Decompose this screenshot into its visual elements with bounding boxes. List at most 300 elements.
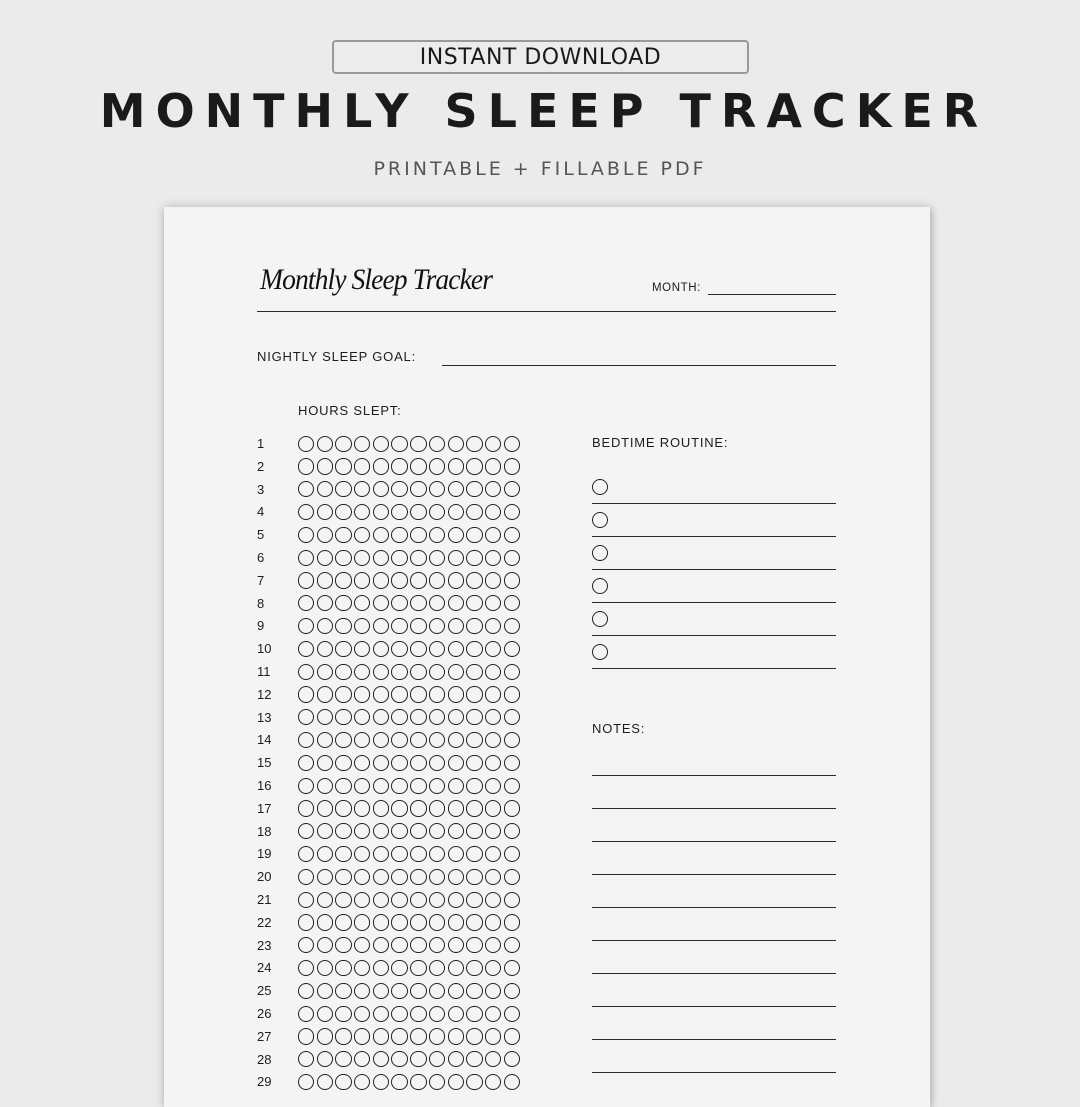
hour-circle[interactable] [504, 732, 520, 748]
notes-line[interactable] [592, 940, 836, 941]
hour-circle[interactable] [298, 869, 314, 885]
hour-circle[interactable] [410, 1074, 426, 1090]
hour-circle[interactable] [429, 800, 445, 816]
hour-circle[interactable] [354, 504, 370, 520]
hour-circle[interactable] [410, 504, 426, 520]
hour-circle[interactable] [373, 436, 389, 452]
hour-circle[interactable] [298, 983, 314, 999]
hour-circle[interactable] [391, 436, 407, 452]
hour-circle[interactable] [298, 709, 314, 725]
hour-circle[interactable] [466, 686, 482, 702]
hour-circle[interactable] [429, 664, 445, 680]
hour-circle[interactable] [391, 755, 407, 771]
hour-circle[interactable] [504, 458, 520, 474]
hour-circle[interactable] [354, 960, 370, 976]
hour-circle[interactable] [485, 1028, 501, 1044]
hour-circle[interactable] [504, 504, 520, 520]
hour-circle[interactable] [485, 960, 501, 976]
hour-circle[interactable] [298, 527, 314, 543]
hour-circle[interactable] [391, 618, 407, 634]
hour-circle[interactable] [354, 641, 370, 657]
hour-circle[interactable] [391, 1074, 407, 1090]
hour-circle[interactable] [485, 1074, 501, 1090]
hour-circle[interactable] [354, 892, 370, 908]
hour-circle[interactable] [335, 550, 351, 566]
hour-circle[interactable] [391, 732, 407, 748]
sleep-goal-field[interactable] [442, 365, 836, 366]
hour-circle[interactable] [354, 481, 370, 497]
hour-circle[interactable] [485, 732, 501, 748]
hour-circle[interactable] [354, 1051, 370, 1067]
hour-circle[interactable] [448, 755, 464, 771]
hour-circle[interactable] [429, 983, 445, 999]
hour-circle[interactable] [429, 1074, 445, 1090]
hour-circle[interactable] [354, 1028, 370, 1044]
hour-circle[interactable] [410, 869, 426, 885]
hour-circle[interactable] [391, 960, 407, 976]
hour-circle[interactable] [391, 1028, 407, 1044]
hour-circle[interactable] [410, 572, 426, 588]
hour-circle[interactable] [466, 436, 482, 452]
hour-circle[interactable] [354, 823, 370, 839]
hour-circle[interactable] [354, 1074, 370, 1090]
hour-circle[interactable] [317, 504, 333, 520]
hour-circle[interactable] [317, 983, 333, 999]
hour-circle[interactable] [354, 664, 370, 680]
hour-circle[interactable] [504, 755, 520, 771]
hour-circle[interactable] [448, 914, 464, 930]
hour-circle[interactable] [429, 458, 445, 474]
hour-circle[interactable] [504, 960, 520, 976]
hour-circle[interactable] [354, 732, 370, 748]
hour-circle[interactable] [410, 960, 426, 976]
hour-circle[interactable] [504, 709, 520, 725]
hour-circle[interactable] [448, 458, 464, 474]
hour-circle[interactable] [448, 960, 464, 976]
notes-line[interactable] [592, 907, 836, 908]
notes-line[interactable] [592, 874, 836, 875]
hour-circle[interactable] [429, 823, 445, 839]
hour-circle[interactable] [466, 1051, 482, 1067]
hour-circle[interactable] [485, 436, 501, 452]
hour-circle[interactable] [335, 732, 351, 748]
hour-circle[interactable] [448, 983, 464, 999]
hour-circle[interactable] [466, 572, 482, 588]
hour-circle[interactable] [448, 618, 464, 634]
hour-circle[interactable] [354, 527, 370, 543]
hour-circle[interactable] [448, 823, 464, 839]
hour-circle[interactable] [298, 1051, 314, 1067]
hour-circle[interactable] [317, 436, 333, 452]
hour-circle[interactable] [485, 641, 501, 657]
hour-circle[interactable] [317, 778, 333, 794]
hour-circle[interactable] [448, 595, 464, 611]
hour-circle[interactable] [429, 846, 445, 862]
hour-circle[interactable] [466, 960, 482, 976]
hour-circle[interactable] [504, 641, 520, 657]
hour-circle[interactable] [298, 664, 314, 680]
notes-line[interactable] [592, 775, 836, 776]
hour-circle[interactable] [354, 550, 370, 566]
hour-circle[interactable] [335, 914, 351, 930]
hour-circle[interactable] [317, 686, 333, 702]
hour-circle[interactable] [429, 618, 445, 634]
hour-circle[interactable] [317, 1028, 333, 1044]
hour-circle[interactable] [410, 641, 426, 657]
hour-circle[interactable] [373, 846, 389, 862]
hour-circle[interactable] [448, 527, 464, 543]
hour-circle[interactable] [410, 823, 426, 839]
hour-circle[interactable] [410, 1028, 426, 1044]
hour-circle[interactable] [335, 755, 351, 771]
hour-circle[interactable] [410, 1051, 426, 1067]
hour-circle[interactable] [298, 755, 314, 771]
hour-circle[interactable] [448, 1051, 464, 1067]
hour-circle[interactable] [504, 778, 520, 794]
hour-circle[interactable] [354, 595, 370, 611]
hour-circle[interactable] [335, 937, 351, 953]
notes-line[interactable] [592, 808, 836, 809]
hour-circle[interactable] [317, 732, 333, 748]
hour-circle[interactable] [317, 709, 333, 725]
hour-circle[interactable] [335, 458, 351, 474]
hour-circle[interactable] [466, 504, 482, 520]
hour-circle[interactable] [298, 436, 314, 452]
hour-circle[interactable] [448, 436, 464, 452]
hour-circle[interactable] [410, 481, 426, 497]
hour-circle[interactable] [391, 641, 407, 657]
hour-circle[interactable] [429, 686, 445, 702]
hour-circle[interactable] [410, 800, 426, 816]
hour-circle[interactable] [466, 892, 482, 908]
hour-circle[interactable] [504, 983, 520, 999]
hour-circle[interactable] [354, 618, 370, 634]
hour-circle[interactable] [335, 595, 351, 611]
hour-circle[interactable] [298, 572, 314, 588]
hour-circle[interactable] [410, 778, 426, 794]
hour-circle[interactable] [429, 595, 445, 611]
hour-circle[interactable] [485, 846, 501, 862]
hour-circle[interactable] [485, 914, 501, 930]
hour-circle[interactable] [373, 641, 389, 657]
hour-circle[interactable] [429, 1028, 445, 1044]
hour-circle[interactable] [504, 1074, 520, 1090]
routine-checkbox[interactable] [592, 545, 608, 561]
hour-circle[interactable] [373, 618, 389, 634]
hour-circle[interactable] [429, 755, 445, 771]
hour-circle[interactable] [335, 823, 351, 839]
hour-circle[interactable] [485, 709, 501, 725]
hour-circle[interactable] [298, 458, 314, 474]
hour-circle[interactable] [354, 846, 370, 862]
routine-line[interactable] [592, 602, 836, 603]
hour-circle[interactable] [504, 1006, 520, 1022]
hour-circle[interactable] [354, 914, 370, 930]
hour-circle[interactable] [373, 937, 389, 953]
hour-circle[interactable] [429, 481, 445, 497]
routine-checkbox[interactable] [592, 611, 608, 627]
hour-circle[interactable] [298, 914, 314, 930]
hour-circle[interactable] [466, 481, 482, 497]
hour-circle[interactable] [448, 664, 464, 680]
notes-line[interactable] [592, 1072, 836, 1073]
hour-circle[interactable] [354, 1006, 370, 1022]
hour-circle[interactable] [335, 1051, 351, 1067]
hour-circle[interactable] [317, 664, 333, 680]
hour-circle[interactable] [504, 527, 520, 543]
hour-circle[interactable] [391, 458, 407, 474]
hour-circle[interactable] [373, 1074, 389, 1090]
hour-circle[interactable] [410, 527, 426, 543]
hour-circle[interactable] [410, 755, 426, 771]
routine-checkbox[interactable] [592, 512, 608, 528]
hour-circle[interactable] [504, 869, 520, 885]
hour-circle[interactable] [485, 550, 501, 566]
hour-circle[interactable] [504, 481, 520, 497]
hour-circle[interactable] [504, 823, 520, 839]
month-field[interactable] [708, 294, 836, 295]
hour-circle[interactable] [335, 572, 351, 588]
hour-circle[interactable] [466, 550, 482, 566]
hour-circle[interactable] [485, 823, 501, 839]
hour-circle[interactable] [429, 914, 445, 930]
hour-circle[interactable] [373, 686, 389, 702]
hour-circle[interactable] [391, 504, 407, 520]
hour-circle[interactable] [354, 983, 370, 999]
hour-circle[interactable] [354, 778, 370, 794]
hour-circle[interactable] [354, 686, 370, 702]
hour-circle[interactable] [373, 595, 389, 611]
hour-circle[interactable] [504, 846, 520, 862]
hour-circle[interactable] [317, 1006, 333, 1022]
routine-line[interactable] [592, 569, 836, 570]
hour-circle[interactable] [466, 458, 482, 474]
hour-circle[interactable] [317, 960, 333, 976]
hour-circle[interactable] [354, 755, 370, 771]
hour-circle[interactable] [373, 550, 389, 566]
hour-circle[interactable] [317, 595, 333, 611]
hour-circle[interactable] [504, 892, 520, 908]
hour-circle[interactable] [317, 1074, 333, 1090]
hour-circle[interactable] [373, 983, 389, 999]
hour-circle[interactable] [410, 892, 426, 908]
hour-circle[interactable] [298, 550, 314, 566]
hour-circle[interactable] [298, 778, 314, 794]
hour-circle[interactable] [317, 527, 333, 543]
hour-circle[interactable] [466, 983, 482, 999]
hour-circle[interactable] [298, 1028, 314, 1044]
hour-circle[interactable] [485, 892, 501, 908]
hour-circle[interactable] [298, 892, 314, 908]
hour-circle[interactable] [448, 869, 464, 885]
hour-circle[interactable] [354, 937, 370, 953]
notes-line[interactable] [592, 973, 836, 974]
hour-circle[interactable] [504, 550, 520, 566]
routine-line[interactable] [592, 635, 836, 636]
hour-circle[interactable] [335, 846, 351, 862]
notes-line[interactable] [592, 841, 836, 842]
hour-circle[interactable] [485, 1051, 501, 1067]
hour-circle[interactable] [373, 664, 389, 680]
hour-circle[interactable] [373, 481, 389, 497]
hour-circle[interactable] [410, 458, 426, 474]
hour-circle[interactable] [466, 1028, 482, 1044]
hour-circle[interactable] [448, 641, 464, 657]
hour-circle[interactable] [485, 755, 501, 771]
hour-circle[interactable] [504, 595, 520, 611]
hour-circle[interactable] [448, 550, 464, 566]
hour-circle[interactable] [410, 664, 426, 680]
hour-circle[interactable] [485, 869, 501, 885]
routine-checkbox[interactable] [592, 479, 608, 495]
hour-circle[interactable] [317, 618, 333, 634]
hour-circle[interactable] [429, 1006, 445, 1022]
hour-circle[interactable] [373, 960, 389, 976]
hour-circle[interactable] [448, 732, 464, 748]
hour-circle[interactable] [373, 527, 389, 543]
hour-circle[interactable] [373, 823, 389, 839]
hour-circle[interactable] [504, 618, 520, 634]
hour-circle[interactable] [373, 800, 389, 816]
hour-circle[interactable] [466, 778, 482, 794]
hour-circle[interactable] [335, 481, 351, 497]
hour-circle[interactable] [485, 481, 501, 497]
hour-circle[interactable] [335, 960, 351, 976]
hour-circle[interactable] [466, 732, 482, 748]
hour-circle[interactable] [391, 937, 407, 953]
hour-circle[interactable] [448, 800, 464, 816]
hour-circle[interactable] [373, 572, 389, 588]
hour-circle[interactable] [298, 800, 314, 816]
hour-circle[interactable] [335, 618, 351, 634]
hour-circle[interactable] [466, 709, 482, 725]
hour-circle[interactable] [298, 641, 314, 657]
hour-circle[interactable] [466, 595, 482, 611]
hour-circle[interactable] [335, 869, 351, 885]
hour-circle[interactable] [391, 527, 407, 543]
hour-circle[interactable] [373, 914, 389, 930]
hour-circle[interactable] [317, 892, 333, 908]
hour-circle[interactable] [373, 892, 389, 908]
hour-circle[interactable] [429, 504, 445, 520]
hour-circle[interactable] [317, 572, 333, 588]
hour-circle[interactable] [298, 823, 314, 839]
hour-circle[interactable] [504, 1028, 520, 1044]
hour-circle[interactable] [354, 572, 370, 588]
hour-circle[interactable] [485, 664, 501, 680]
hour-circle[interactable] [466, 1006, 482, 1022]
hour-circle[interactable] [317, 823, 333, 839]
hour-circle[interactable] [335, 1006, 351, 1022]
hour-circle[interactable] [410, 1006, 426, 1022]
hour-circle[interactable] [466, 1074, 482, 1090]
routine-line[interactable] [592, 536, 836, 537]
hour-circle[interactable] [391, 709, 407, 725]
hour-circle[interactable] [317, 869, 333, 885]
hour-circle[interactable] [485, 983, 501, 999]
hour-circle[interactable] [448, 1006, 464, 1022]
hour-circle[interactable] [373, 709, 389, 725]
hour-circle[interactable] [504, 572, 520, 588]
hour-circle[interactable] [410, 618, 426, 634]
hour-circle[interactable] [391, 595, 407, 611]
hour-circle[interactable] [410, 846, 426, 862]
hour-circle[interactable] [391, 800, 407, 816]
hour-circle[interactable] [335, 1074, 351, 1090]
hour-circle[interactable] [466, 869, 482, 885]
hour-circle[interactable] [429, 550, 445, 566]
hour-circle[interactable] [391, 550, 407, 566]
hour-circle[interactable] [391, 823, 407, 839]
hour-circle[interactable] [429, 732, 445, 748]
hour-circle[interactable] [335, 686, 351, 702]
hour-circle[interactable] [485, 778, 501, 794]
hour-circle[interactable] [373, 732, 389, 748]
hour-circle[interactable] [448, 709, 464, 725]
hour-circle[interactable] [391, 983, 407, 999]
hour-circle[interactable] [429, 892, 445, 908]
hour-circle[interactable] [391, 778, 407, 794]
hour-circle[interactable] [391, 1006, 407, 1022]
hour-circle[interactable] [317, 1051, 333, 1067]
hour-circle[interactable] [485, 1006, 501, 1022]
hour-circle[interactable] [391, 892, 407, 908]
hour-circle[interactable] [317, 937, 333, 953]
hour-circle[interactable] [410, 436, 426, 452]
hour-circle[interactable] [485, 458, 501, 474]
hour-circle[interactable] [504, 937, 520, 953]
hour-circle[interactable] [298, 960, 314, 976]
hour-circle[interactable] [317, 800, 333, 816]
hour-circle[interactable] [466, 914, 482, 930]
hour-circle[interactable] [391, 664, 407, 680]
hour-circle[interactable] [485, 800, 501, 816]
hour-circle[interactable] [354, 436, 370, 452]
hour-circle[interactable] [298, 595, 314, 611]
hour-circle[interactable] [391, 686, 407, 702]
hour-circle[interactable] [504, 800, 520, 816]
hour-circle[interactable] [485, 595, 501, 611]
hour-circle[interactable] [373, 504, 389, 520]
hour-circle[interactable] [485, 937, 501, 953]
hour-circle[interactable] [354, 800, 370, 816]
hour-circle[interactable] [373, 1006, 389, 1022]
hour-circle[interactable] [298, 937, 314, 953]
hour-circle[interactable] [317, 641, 333, 657]
hour-circle[interactable] [448, 846, 464, 862]
hour-circle[interactable] [466, 800, 482, 816]
hour-circle[interactable] [391, 869, 407, 885]
hour-circle[interactable] [504, 914, 520, 930]
hour-circle[interactable] [410, 686, 426, 702]
hour-circle[interactable] [335, 800, 351, 816]
hour-circle[interactable] [391, 846, 407, 862]
routine-line[interactable] [592, 503, 836, 504]
hour-circle[interactable] [466, 823, 482, 839]
hour-circle[interactable] [504, 1051, 520, 1067]
notes-line[interactable] [592, 1039, 836, 1040]
hour-circle[interactable] [466, 664, 482, 680]
hour-circle[interactable] [466, 618, 482, 634]
hour-circle[interactable] [466, 755, 482, 771]
routine-line[interactable] [592, 668, 836, 669]
hour-circle[interactable] [354, 709, 370, 725]
hour-circle[interactable] [448, 937, 464, 953]
hour-circle[interactable] [335, 504, 351, 520]
hour-circle[interactable] [298, 504, 314, 520]
hour-circle[interactable] [317, 755, 333, 771]
hour-circle[interactable] [448, 572, 464, 588]
